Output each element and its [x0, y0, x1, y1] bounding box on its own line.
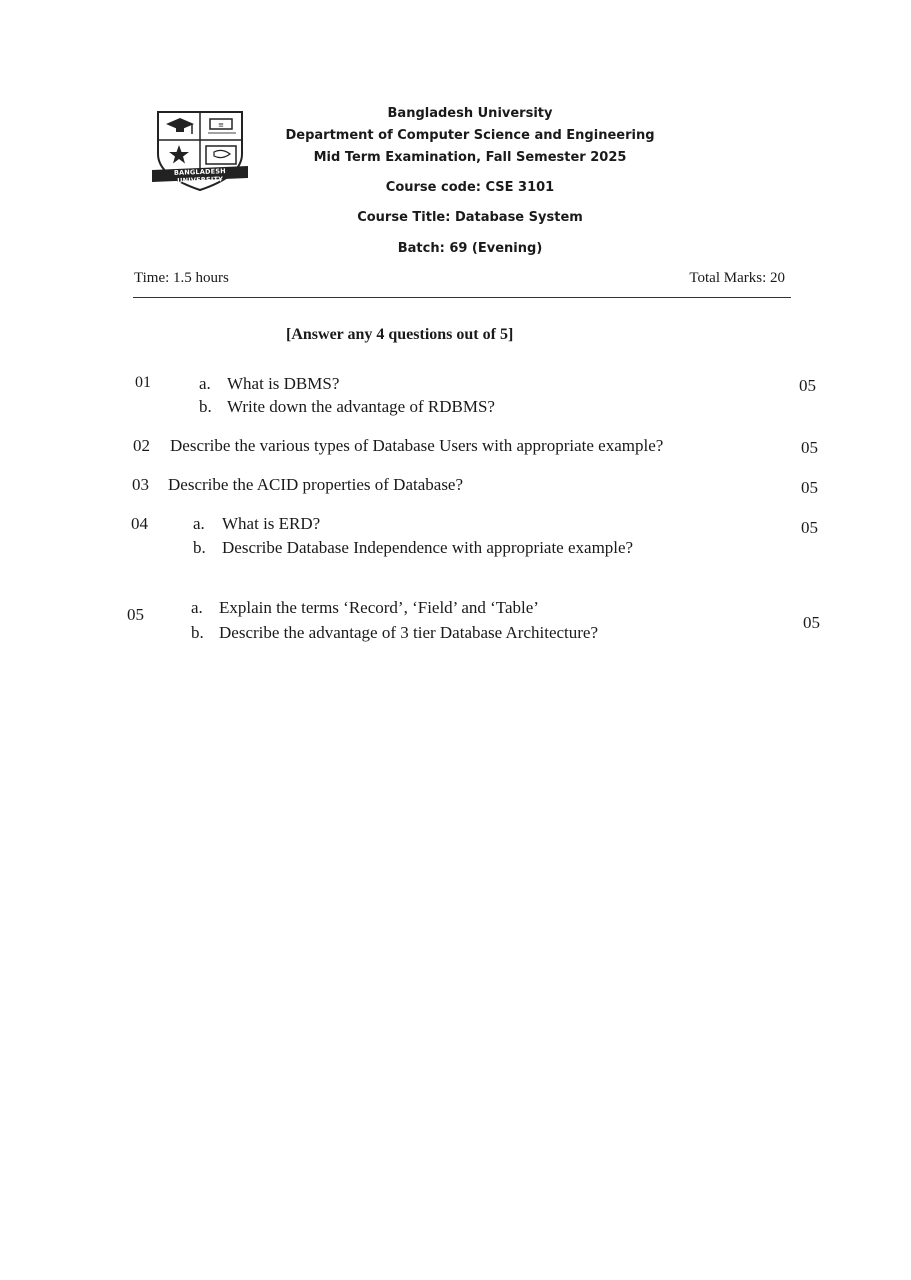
question-marks: 05: [801, 518, 818, 537]
instruction: [Answer any 4 questions out of 5]: [286, 326, 514, 343]
question-number: 04: [131, 514, 148, 533]
part-label: a.: [199, 374, 211, 393]
question-marks: 05: [803, 613, 820, 632]
question-text: What is ERD?: [222, 514, 321, 533]
total-marks: Total Marks: 20: [689, 270, 785, 286]
exam-time: Time: 1.5 hours: [134, 270, 229, 286]
svg-text:≡: ≡: [218, 121, 224, 129]
batch: Batch: 69 (Evening): [397, 241, 543, 256]
part-label: b.: [193, 538, 206, 557]
course-code: Course code: CSE 3101: [385, 180, 555, 195]
question-number: 01: [135, 374, 151, 391]
header-divider: [133, 297, 791, 298]
question-text: What is DBMS?: [227, 374, 340, 393]
question-text: Describe Database Independence with appropriate example?: [222, 538, 634, 557]
question-marks: 05: [801, 478, 818, 497]
logo-ribbon-text: BANGLADESH UNIVERSITY: [173, 167, 226, 185]
university-name: Bangladesh University: [387, 106, 553, 121]
question-text: Describe the advantage of 3 tier Database Architecture?: [219, 623, 599, 642]
question-text: Explain the terms ‘Record’, ‘Field’ and ‘Table’: [219, 598, 539, 617]
exam-title: Mid Term Examination, Fall Semester 2025: [313, 150, 627, 165]
part-label: b.: [191, 623, 204, 642]
part-label: a.: [191, 598, 203, 617]
question-number: 03: [132, 475, 149, 494]
question-text: Write down the advantage of RDBMS?: [227, 397, 495, 416]
question-text: Describe the ACID properties of Database?: [168, 475, 464, 494]
question-number: 05: [127, 605, 144, 624]
question-number: 02: [133, 436, 150, 455]
course-title: Course Title: Database System: [357, 210, 583, 225]
question-text: Describe the various types of Database Users with appropriate example?: [170, 436, 664, 455]
question-marks: 05: [799, 376, 816, 395]
part-label: b.: [199, 397, 212, 416]
part-label: a.: [193, 514, 205, 533]
question-marks: 05: [801, 438, 818, 457]
department-name: Department of Computer Science and Engineering: [285, 128, 655, 143]
